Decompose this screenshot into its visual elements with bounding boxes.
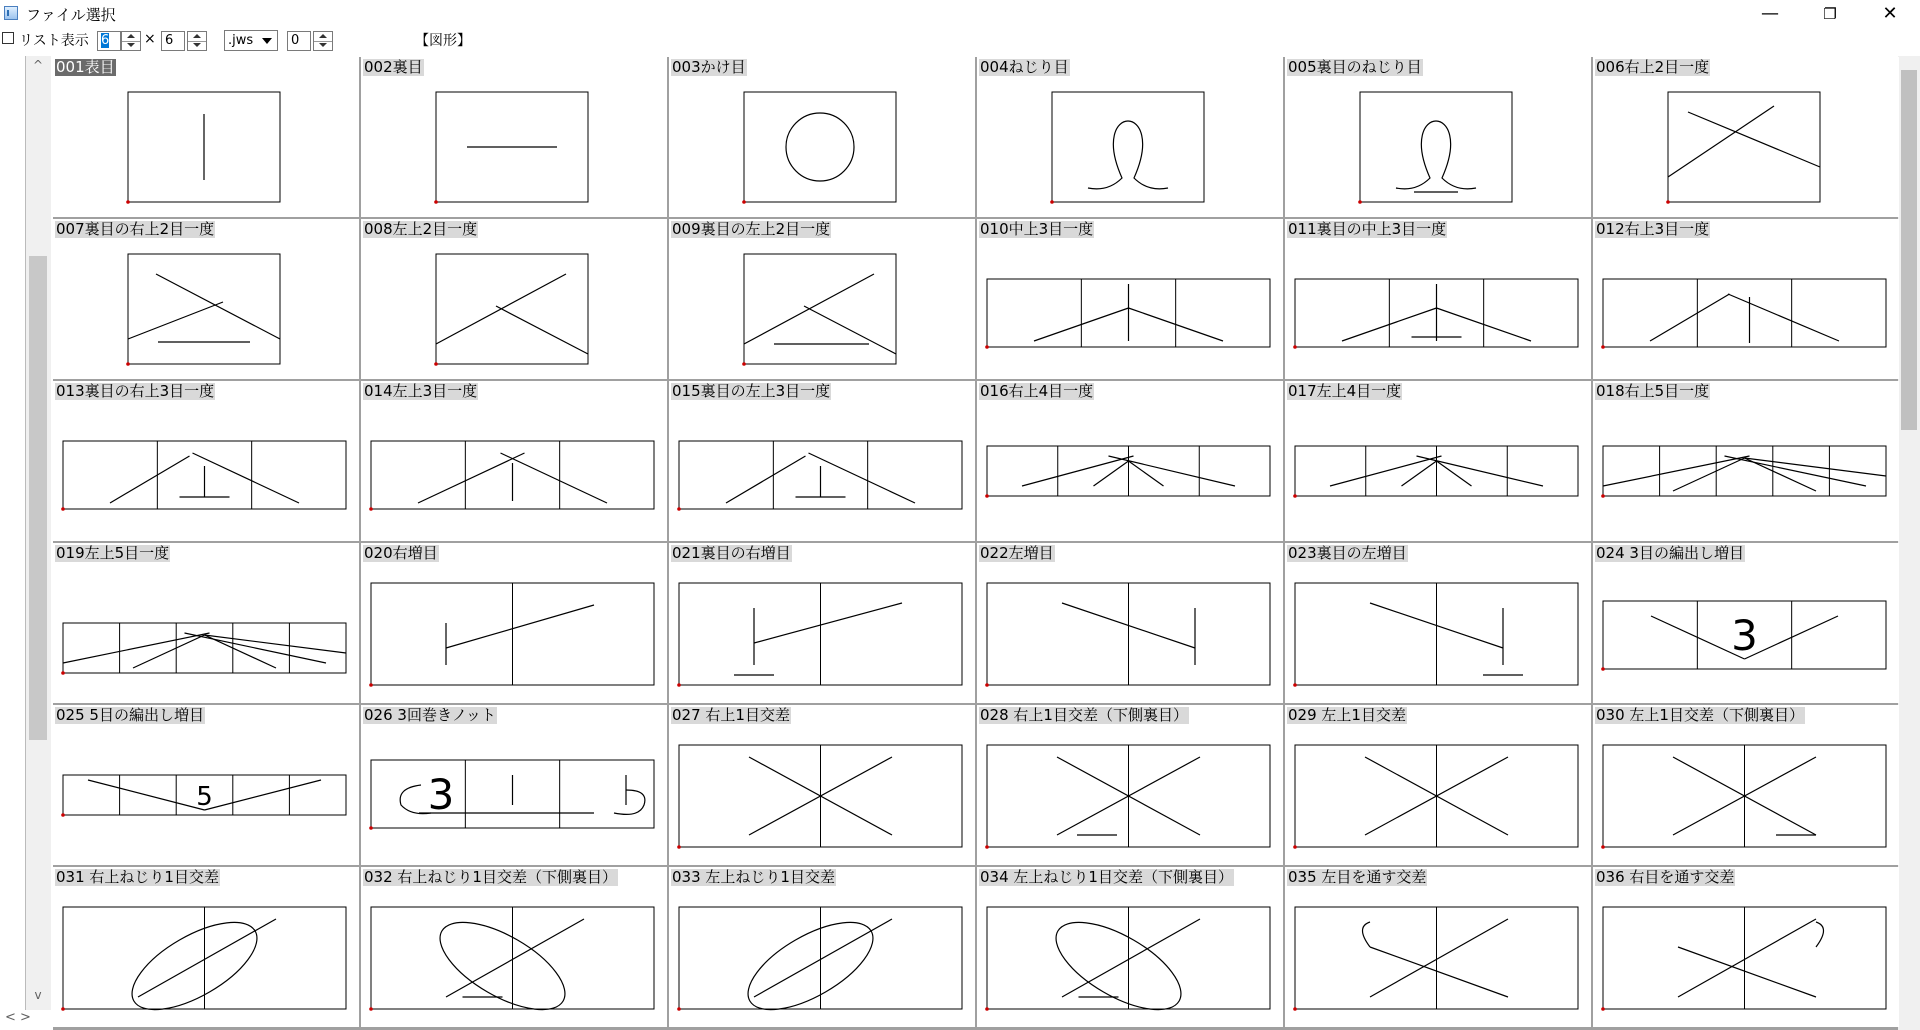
grid-scroll-thumb[interactable]: [1901, 70, 1917, 430]
symbol-label: 023裏目の左増目: [1288, 544, 1407, 562]
knitting-symbol-icon: [1593, 381, 1899, 541]
origin-marker-icon: [1666, 200, 1670, 204]
symbol-cell[interactable]: [977, 57, 1283, 217]
symbol-label: 031 右上ねじり1目交差: [56, 868, 219, 886]
origin-marker-icon: [61, 671, 65, 675]
symbol-cell[interactable]: [53, 57, 359, 217]
knitting-symbol-icon: [977, 543, 1283, 703]
symbol-label: 036 右目を通す交差: [1596, 868, 1735, 886]
symbol-cell[interactable]: [669, 705, 975, 865]
stitch-count-label: 3: [427, 770, 455, 819]
origin-marker-icon: [742, 362, 746, 366]
symbol-stroke: [193, 453, 300, 503]
origin-marker-icon: [985, 494, 989, 498]
symbol-label: 022左増目: [980, 544, 1054, 562]
origin-marker-icon: [985, 845, 989, 849]
origin-marker-icon: [985, 683, 989, 687]
origin-marker-icon: [1601, 845, 1605, 849]
symbol-cell[interactable]: [977, 381, 1283, 541]
symbol-cell[interactable]: [1285, 57, 1591, 217]
origin-marker-icon: [1293, 1007, 1297, 1011]
symbol-cell[interactable]: [669, 543, 975, 703]
symbol-label: 018右上5目一度: [1596, 382, 1710, 400]
symbol-frame: [1668, 92, 1820, 202]
symbol-cell[interactable]: [361, 219, 667, 379]
symbol-label: 012右上3目一度: [1596, 220, 1710, 238]
symbol-cell[interactable]: [977, 705, 1283, 865]
close-button[interactable]: ✕: [1882, 3, 1898, 24]
origin-marker-icon: [1293, 845, 1297, 849]
knitting-symbol-icon: [669, 705, 975, 865]
origin-marker-icon: [677, 1007, 681, 1011]
symbol-cell[interactable]: [361, 867, 667, 1027]
symbol-label: 006右上2目一度: [1596, 58, 1710, 76]
symbol-label: 001表目: [56, 58, 115, 76]
window-title: ファイル選択: [26, 6, 116, 24]
symbol-stroke: [726, 456, 806, 503]
knitting-symbol-icon: [361, 381, 667, 541]
origin-marker-icon: [61, 507, 65, 511]
symbol-stroke: [1088, 121, 1168, 189]
symbol-stroke: [63, 633, 210, 663]
chevron-down-icon[interactable]: v: [34, 988, 42, 1002]
symbol-stroke: [804, 306, 896, 354]
maximize-button[interactable]: ❐: [1823, 5, 1837, 23]
symbol-label: 015裏目の左上3目一度: [672, 382, 831, 400]
origin-marker-icon: [369, 1007, 373, 1011]
knitting-symbol-icon: [361, 219, 667, 379]
symbol-cell[interactable]: [977, 867, 1283, 1027]
knitting-symbol-icon: [1285, 57, 1591, 217]
grid-vertical-scrollbar[interactable]: [1898, 56, 1920, 1030]
symbol-cell[interactable]: [1285, 705, 1591, 865]
origin-marker-icon: [1050, 200, 1054, 204]
origin-marker-icon: [61, 813, 65, 817]
knitting-symbol-icon: [669, 381, 975, 541]
symbol-label: 005裏目のねじり目: [1288, 58, 1422, 76]
symbol-cell[interactable]: [361, 543, 667, 703]
symbol-grid: [53, 57, 1898, 1030]
rows-input[interactable]: 6: [161, 31, 185, 51]
symbol-stroke: [1396, 121, 1476, 189]
columns-spinner[interactable]: [121, 31, 141, 51]
symbol-stroke: [501, 453, 608, 503]
symbol-cell[interactable]: [669, 57, 975, 217]
knitting-symbol-icon: [53, 543, 359, 703]
scroll-thumb[interactable]: [29, 256, 47, 740]
knitting-symbol-icon: [669, 867, 975, 1027]
symbol-frame: [436, 254, 588, 364]
knitting-symbol-icon: [53, 219, 359, 379]
symbol-frame: [744, 92, 896, 202]
symbol-label: 017左上4目一度: [1288, 382, 1402, 400]
times-sign: ×: [144, 31, 156, 47]
knitting-symbol-icon: [977, 219, 1283, 379]
symbol-stroke: [1370, 919, 1508, 997]
symbol-cell[interactable]: [361, 57, 667, 217]
symbol-stroke: [1745, 458, 1887, 476]
origin-marker-icon: [1358, 200, 1362, 204]
knitting-symbol-icon: [53, 57, 359, 217]
origin-marker-icon: [369, 826, 373, 830]
knitting-symbol-icon: [1285, 219, 1591, 379]
symbol-frame: [1052, 92, 1204, 202]
knitting-symbol-icon: [1285, 867, 1591, 1027]
origin-marker-icon: [434, 362, 438, 366]
symbol-label: 008左上2目一度: [364, 220, 478, 238]
knitting-symbol-icon: [977, 705, 1283, 865]
origin-marker-icon: [1601, 1007, 1605, 1011]
symbol-label: 014左上3目一度: [364, 382, 478, 400]
symbol-frame: [1603, 279, 1886, 347]
symbol-stroke: [88, 780, 205, 810]
symbol-label: 030 左上1目交差（下側裏目）: [1596, 706, 1804, 724]
knitting-symbol-icon: [1285, 381, 1591, 541]
title-bar: [0, 0, 1920, 28]
symbol-cell[interactable]: [1593, 705, 1899, 865]
knitting-symbol-icon: [53, 705, 359, 865]
origin-marker-icon: [126, 362, 130, 366]
symbol-stroke: [496, 306, 588, 354]
knitting-symbol-icon: [1593, 543, 1899, 703]
folder-pane[interactable]: [0, 56, 26, 1010]
knitting-symbol-icon: [977, 867, 1283, 1027]
origin-marker-icon: [369, 507, 373, 511]
knitting-symbol-icon: [361, 57, 667, 217]
symbol-stroke: [809, 453, 916, 503]
symbol-cell[interactable]: [361, 705, 667, 865]
symbol-stroke: [1370, 947, 1508, 997]
symbol-cell[interactable]: [1593, 57, 1899, 217]
symbol-label: 035 左目を通す交差: [1288, 868, 1427, 886]
symbol-label: 034 左上ねじり1目交差（下側裏目）: [980, 868, 1233, 886]
app-icon: [4, 6, 18, 20]
symbol-label: 013裏目の右上3目一度: [56, 382, 215, 400]
symbol-label: 021裏目の右増目: [672, 544, 791, 562]
symbol-stroke: [128, 302, 223, 339]
symbol-cell[interactable]: [1285, 543, 1591, 703]
left-vertical-scrollbar[interactable]: [26, 56, 51, 1010]
symbol-label: 010中上3目一度: [980, 220, 1094, 238]
knitting-symbol-icon: [361, 543, 667, 703]
symbol-label: 029 左上1目交差: [1288, 706, 1406, 724]
knitting-symbol-icon: [669, 219, 975, 379]
symbol-stroke: [1109, 456, 1236, 486]
origin-marker-icon: [677, 845, 681, 849]
symbol-label: 028 右上1目交差（下側裏目）: [980, 706, 1188, 724]
symbol-label: 019左上5目一度: [56, 544, 170, 562]
symbol-cell[interactable]: [53, 219, 359, 379]
symbol-stroke: [1330, 456, 1442, 486]
symbol-frame: [1360, 92, 1512, 202]
symbol-stroke: [110, 456, 190, 503]
origin-marker-icon: [61, 1007, 65, 1011]
symbol-stroke: [205, 780, 322, 810]
symbol-stroke: [1673, 458, 1745, 491]
symbol-stroke: [1603, 456, 1750, 486]
origin-marker-icon: [1293, 345, 1297, 349]
symbol-label: 024 3目の編出し増目: [1596, 544, 1744, 562]
origin-marker-icon: [742, 200, 746, 204]
symbol-label: 025 5目の編出し増目: [56, 706, 204, 724]
symbol-label: 033 左上ねじり1目交差: [672, 868, 835, 886]
origin-marker-icon: [985, 1007, 989, 1011]
knitting-symbol-icon: [1285, 705, 1591, 865]
stitch-count-label: 5: [196, 782, 213, 812]
symbol-stroke: [1022, 456, 1134, 486]
symbol-cell[interactable]: [669, 867, 975, 1027]
origin-marker-icon: [126, 200, 130, 204]
symbol-label: 032 右上ねじり1目交差（下側裏目）: [364, 868, 617, 886]
symbol-label: 003かけ目: [672, 58, 746, 76]
symbol-stroke: [1650, 294, 1730, 341]
symbol-cell[interactable]: [53, 543, 359, 703]
list-view-label: リスト表示: [19, 33, 89, 49]
origin-marker-icon: [369, 683, 373, 687]
symbol-cell[interactable]: [1285, 381, 1591, 541]
section-label: 【図形】: [415, 33, 471, 49]
knitting-symbol-icon: [977, 57, 1283, 217]
symbol-cell[interactable]: [1285, 867, 1591, 1027]
symbol-stroke: [1728, 294, 1839, 341]
symbol-cell[interactable]: [361, 381, 667, 541]
symbol-stroke: [1363, 922, 1371, 947]
symbol-stroke: [1688, 112, 1820, 167]
origin-marker-icon: [1601, 667, 1605, 671]
symbol-label: 004ねじり目: [980, 58, 1069, 76]
list-view-checkbox[interactable]: [2, 32, 14, 44]
symbol-label: 009裏目の左上2目一度: [672, 220, 831, 238]
symbol-stroke: [1678, 919, 1816, 997]
symbol-cell[interactable]: [1593, 543, 1899, 703]
symbol-cell[interactable]: [669, 219, 975, 379]
origin-marker-icon: [434, 200, 438, 204]
symbol-label: 007裏目の右上2目一度: [56, 220, 215, 238]
symbol-stroke: [156, 274, 280, 339]
extension-select[interactable]: .jws: [224, 30, 278, 51]
knitting-symbol-icon: [1593, 705, 1899, 865]
symbol-cell[interactable]: [977, 219, 1283, 379]
rows-spinner[interactable]: [187, 31, 207, 51]
symbol-cell[interactable]: [669, 381, 975, 541]
symbol-stroke: [205, 635, 347, 653]
symbol-cell[interactable]: [977, 543, 1283, 703]
symbol-stroke: [133, 635, 205, 668]
chevron-up-icon[interactable]: ^: [32, 58, 44, 72]
knitting-symbol-icon: [669, 543, 975, 703]
symbol-stroke: [1816, 922, 1824, 947]
origin-marker-icon: [1601, 494, 1605, 498]
offset-spinner[interactable]: [313, 31, 333, 51]
symbol-cell[interactable]: [53, 381, 359, 541]
symbol-cell[interactable]: [53, 867, 359, 1027]
origin-marker-icon: [985, 345, 989, 349]
knitting-symbol-icon: [1593, 57, 1899, 217]
knitting-symbol-icon: [977, 381, 1283, 541]
symbol-stroke: [786, 113, 854, 181]
origin-marker-icon: [1601, 345, 1605, 349]
stitch-count-label: 3: [1731, 611, 1758, 660]
knitting-symbol-icon: [1593, 219, 1899, 379]
symbol-stroke: [418, 453, 525, 503]
knitting-symbol-icon: [361, 705, 667, 865]
symbol-cell[interactable]: [1593, 867, 1899, 1027]
columns-input[interactable]: 6: [97, 31, 121, 51]
symbol-label: 016右上4目一度: [980, 382, 1094, 400]
symbol-label: 027 右上1目交差: [672, 706, 790, 724]
symbol-cell[interactable]: [53, 705, 359, 865]
symbol-frame: [744, 254, 896, 364]
symbol-cell[interactable]: [1593, 381, 1899, 541]
knitting-symbol-icon: [361, 867, 667, 1027]
symbol-stroke: [754, 603, 902, 643]
symbol-label: 002裏目: [364, 58, 423, 76]
origin-marker-icon: [677, 507, 681, 511]
symbol-stroke: [1678, 947, 1816, 997]
knitting-symbol-icon: [1285, 543, 1591, 703]
symbol-stroke: [446, 605, 594, 648]
symbol-label: 026 3回巻きノット: [364, 706, 496, 724]
knitting-symbol-icon: [1593, 867, 1899, 1027]
origin-marker-icon: [677, 683, 681, 687]
symbol-stroke: [1417, 456, 1544, 486]
symbol-label: 020右増目: [364, 544, 438, 562]
symbol-cell[interactable]: [1285, 219, 1591, 379]
knitting-symbol-icon: [669, 57, 975, 217]
origin-marker-icon: [1293, 494, 1297, 498]
symbol-stroke: [614, 790, 645, 814]
symbol-stroke: [400, 785, 431, 814]
origin-marker-icon: [1293, 683, 1297, 687]
symbol-label: 011裏目の中上3目一度: [1288, 220, 1447, 238]
offset-input[interactable]: 0: [287, 31, 311, 51]
knitting-symbol-icon: [53, 867, 359, 1027]
chevron-left-right-icon[interactable]: < >: [5, 1010, 31, 1025]
minimize-button[interactable]: —: [1761, 3, 1779, 24]
knitting-symbol-icon: [53, 381, 359, 541]
symbol-cell[interactable]: [1593, 219, 1899, 379]
